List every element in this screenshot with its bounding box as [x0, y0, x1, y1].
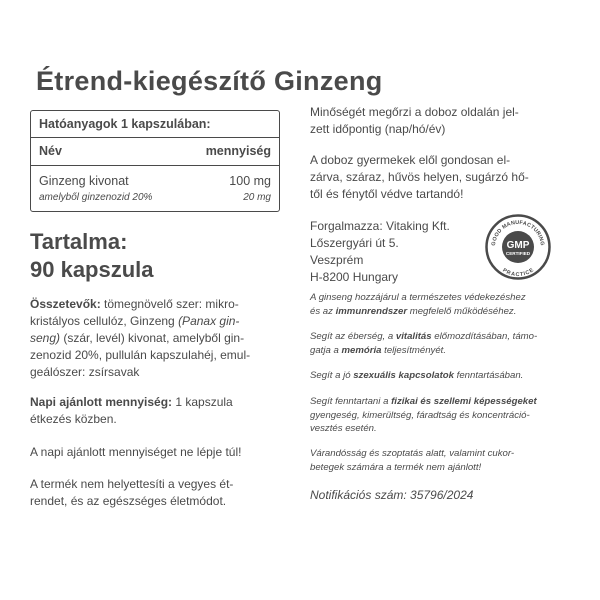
table-row-quantity: 100 mg: [229, 174, 271, 188]
dosage-label: Napi ajánlott mennyiség:: [30, 395, 173, 409]
dosage-text: étkezés közben.: [30, 412, 117, 426]
contents-label: Tartalma:: [30, 229, 128, 254]
claim-text: és az: [310, 305, 336, 317]
best-before-line: Minőségét megőrzi a doboz oldalán jel-: [310, 105, 519, 119]
distributor-line: H-8200 Hungary: [310, 270, 399, 284]
column-header-quantity: mennyiség: [205, 144, 271, 158]
composition-text: zenozid 20%, pullulán kapszulahéj, emul-: [30, 348, 251, 362]
composition-text: tömegnövelő szer: mikro-: [100, 297, 239, 311]
storage-line: zárva, száraz, hűvös helyen, sugárzó hő-: [310, 170, 529, 184]
claim-highlight: fizikai és szellemi képességeket: [391, 396, 537, 407]
composition-latin-name: (Panax gin-: [178, 314, 240, 328]
claim-text: gatja a: [310, 344, 342, 356]
table-divider: [31, 165, 279, 166]
health-claim-sexual: [310, 369, 580, 383]
claim-text: teljesítményét.: [381, 344, 447, 356]
distributor-address: [310, 218, 490, 286]
claim-highlight: szexuális kapcsolatok: [353, 370, 454, 381]
active-ingredients-table: [30, 110, 280, 212]
overdose-warning: A napi ajánlott mennyiséget ne lépje túl!: [30, 445, 242, 459]
best-before-text: [310, 104, 580, 138]
claim-line: Várandósság és szoptatás alatt, valamint cukor-: [310, 448, 515, 459]
gmp-certified-seal: [485, 214, 551, 280]
svg-text:GOOD MANUFACTURING: GOOD MANUFACTURING: [490, 219, 546, 247]
claim-text: Segít a jó: [310, 370, 354, 381]
claim-line: gyengeség, kimerültség, fáradtság és koncentráció-: [310, 409, 530, 421]
contents-value: 90 kapszula: [30, 257, 154, 282]
distributor-line: Veszprém: [310, 253, 364, 267]
diet-warning: [30, 476, 278, 510]
composition-paragraph: [30, 296, 278, 381]
product-title: Étrend-kiegészítő Ginzeng: [36, 66, 383, 96]
svg-text:PRACTICE: PRACTICE: [501, 267, 535, 279]
distributor-line: Lőszergyári út 5.: [310, 236, 399, 250]
column-header-name: Név: [39, 144, 62, 158]
table-header: Hatóanyagok 1 kapszulában:: [39, 117, 211, 131]
storage-line: A doboz gyermekek elől gondosan el-: [310, 153, 511, 167]
composition-text: geálószer: zsírsavak: [30, 365, 140, 379]
pregnancy-warning: [310, 447, 580, 474]
claim-line: betegek számára a termék nem ajánlott!: [310, 461, 482, 473]
best-before-line: zett időpontig (nap/hó/év): [310, 122, 446, 136]
claim-highlight: immunrendszer: [335, 305, 408, 317]
claim-text: Segít fenntartani a: [310, 396, 392, 407]
table-divider: [31, 137, 279, 138]
claim-line: vesztés esetén.: [310, 423, 377, 434]
storage-text: [310, 152, 580, 203]
claim-line: A ginseng hozzájárul a természetes védekezéshez: [310, 292, 526, 303]
health-claim-vitality: [310, 330, 580, 357]
table-row-name: Ginzeng kivonat: [39, 174, 129, 188]
diet-warning-line: A termék nem helyettesíti a vegyes ét-: [30, 477, 234, 491]
diet-warning-line: rendet, és az egészséges életmódot.: [30, 494, 227, 508]
dosage-text: 1 kapszula: [172, 395, 233, 409]
claim-text: előmozdításában, támo-: [431, 331, 538, 342]
table-subrow-name: amelyből ginzenozid 20%: [39, 192, 153, 203]
composition-latin-name: seng): [30, 331, 61, 345]
claim-highlight: memória: [341, 344, 382, 356]
svg-text:GMP: GMP: [506, 240, 530, 251]
claim-text: fenntartásában.: [454, 370, 524, 381]
composition-label: Összetevők:: [30, 297, 101, 311]
claim-highlight: vitalitás: [395, 331, 432, 342]
claim-text: megfelelő működéséhez.: [407, 305, 517, 317]
svg-text:CERTIFIED: CERTIFIED: [505, 251, 531, 256]
health-claim-immune: [310, 291, 580, 318]
composition-text: kristályos cellulóz, Ginzeng: [30, 314, 179, 328]
claim-text: Segít az éberség, a: [310, 331, 396, 342]
distributor-line: Forgalmazza: Vitaking Kft.: [310, 219, 450, 233]
dosage-paragraph: [30, 394, 278, 428]
storage-line: től és fénytől védve tartandó!: [310, 187, 464, 201]
notification-number: Notifikációs szám: 35796/2024: [310, 488, 474, 502]
table-subrow-quantity: 20 mg: [243, 192, 271, 203]
composition-text: (szár, levél) kivonat, amelyből gin-: [60, 331, 245, 345]
health-claim-abilities: [310, 395, 580, 436]
